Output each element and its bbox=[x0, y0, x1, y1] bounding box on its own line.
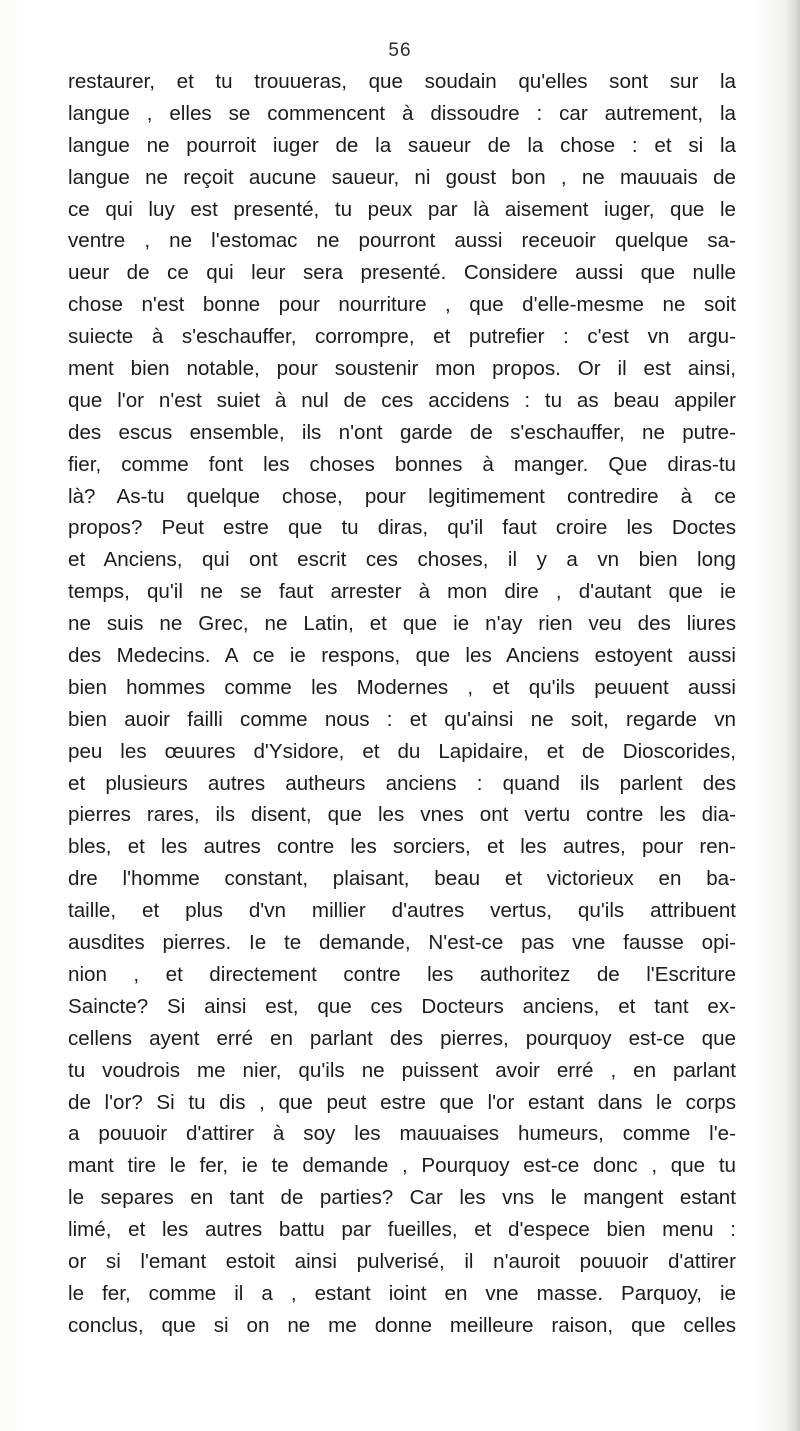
text-line: a pouuoir d'attirer à soy les mauuaises humeurs, comme l'e- bbox=[68, 1122, 736, 1146]
text-line: ce qui luy est presenté, tu peux par là aisement iuger, que le bbox=[68, 197, 736, 221]
page-number: 56 bbox=[388, 40, 412, 61]
text-line: ventre , ne l'estomac ne pourront aussi receuoir quelque sa- bbox=[68, 229, 736, 253]
text-line: fier, comme font les choses bonnes à manger. Que diras-tu bbox=[68, 452, 736, 476]
text-line: ueur de ce qui leur sera presenté. Considere aussi que nulle bbox=[68, 261, 736, 285]
text-line: pierres rares, ils disent, que les vnes ont vertu contre les dia- bbox=[68, 803, 736, 827]
text-line: et Anciens, qui ont escrit ces choses, il y a vn bien long bbox=[68, 548, 736, 572]
text-line: propos? Peut estre que tu diras, qu'il faut croire les Doctes bbox=[68, 516, 736, 540]
body-text bbox=[68, 66, 736, 1342]
text-line: de l'or? Si tu dis , que peut estre que l'or estant dans le corps bbox=[68, 1090, 736, 1114]
text-line: le separes en tant de parties? Car les vns le mangent estant bbox=[68, 1186, 736, 1210]
text-line: langue ne pourroit iuger de la saueur de la chose : et si la bbox=[68, 133, 736, 157]
text-line: langue ne reçoit aucune saueur, ni goust bon , ne mauuais de bbox=[68, 165, 736, 189]
text-line: Saincte? Si ainsi est, que ces Docteurs anciens, et tant ex- bbox=[68, 994, 736, 1018]
text-line: bien auoir failli comme nous : et qu'ainsi ne soit, regarde vn bbox=[68, 707, 736, 731]
text-line: or si l'emant estoit ainsi pulverisé, il n'auroit pouuoir d'attirer bbox=[68, 1249, 736, 1273]
text-line: tu voudrois me nier, qu'ils ne puissent avoir erré , en parlant bbox=[68, 1058, 736, 1082]
text-line: ne suis ne Grec, ne Latin, et que ie n'ay rien veu des liures bbox=[68, 612, 736, 636]
text-line: nion , et directement contre les authoritez de l'Escriture bbox=[68, 962, 736, 986]
text-line: que l'or n'est suiet à nul de ces accidens : tu as beau appiler bbox=[68, 388, 736, 412]
text-line: taille, et plus d'vn millier d'autres vertus, qu'ils attribuent bbox=[68, 899, 736, 923]
page-edge-shadow bbox=[786, 0, 800, 1431]
text-line: temps, qu'il ne se faut arrester à mon dire , d'autant que ie bbox=[68, 580, 736, 604]
text-line: des escus ensemble, ils n'ont garde de s'eschauffer, ne putre- bbox=[68, 420, 736, 444]
text-line: peu les œuures d'Ysidore, et du Lapidaire, et de Dioscorides, bbox=[68, 739, 736, 763]
text-line: chose n'est bonne pour nourriture , que d'elle-mesme ne soit bbox=[68, 293, 736, 317]
text-line: bles, et les autres contre les sorciers, et les autres, pour ren- bbox=[68, 835, 736, 859]
text-line: mant tire le fer, ie te demande , Pourquoy est-ce donc , que tu bbox=[68, 1154, 736, 1178]
text-line: restaurer, et tu trouueras, que soudain qu'elles sont sur la bbox=[68, 70, 736, 93]
text-line: cellens ayent erré en parlant des pierres, pourquoy est-ce que bbox=[68, 1026, 736, 1050]
text-line: le fer, comme il a , estant ioint en vne masse. Parquoy, ie bbox=[68, 1281, 736, 1305]
text-line: suiecte à s'eschauffer, corrompre, et putrefier : c'est vn argu- bbox=[68, 325, 736, 349]
text-line: langue , elles se commencent à dissoudre : car autrement, la bbox=[68, 101, 736, 125]
text-line: ausdites pierres. Ie te demande, N'est-ce pas vne fausse opi- bbox=[68, 931, 736, 955]
text-line: conclus, que si on ne me donne meilleure raison, que celles bbox=[68, 1313, 736, 1337]
text-line: dre l'homme constant, plaisant, beau et victorieux en ba- bbox=[68, 867, 736, 891]
text-line: ment bien notable, pour soustenir mon propos. Or il est ainsi, bbox=[68, 357, 736, 381]
text-line: limé, et les autres battu par fueilles, et d'espece bien menu : bbox=[68, 1218, 736, 1242]
text-line: là? As-tu quelque chose, pour legitimement contredire à ce bbox=[68, 484, 736, 508]
text-line: et plusieurs autres autheurs anciens : quand ils parlent des bbox=[68, 771, 736, 795]
text-line: bien hommes comme les Modernes , et qu'ils peuuent aussi bbox=[68, 675, 736, 699]
text-line: des Medecins. A ce ie respons, que les Anciens estoyent aussi bbox=[68, 644, 736, 668]
